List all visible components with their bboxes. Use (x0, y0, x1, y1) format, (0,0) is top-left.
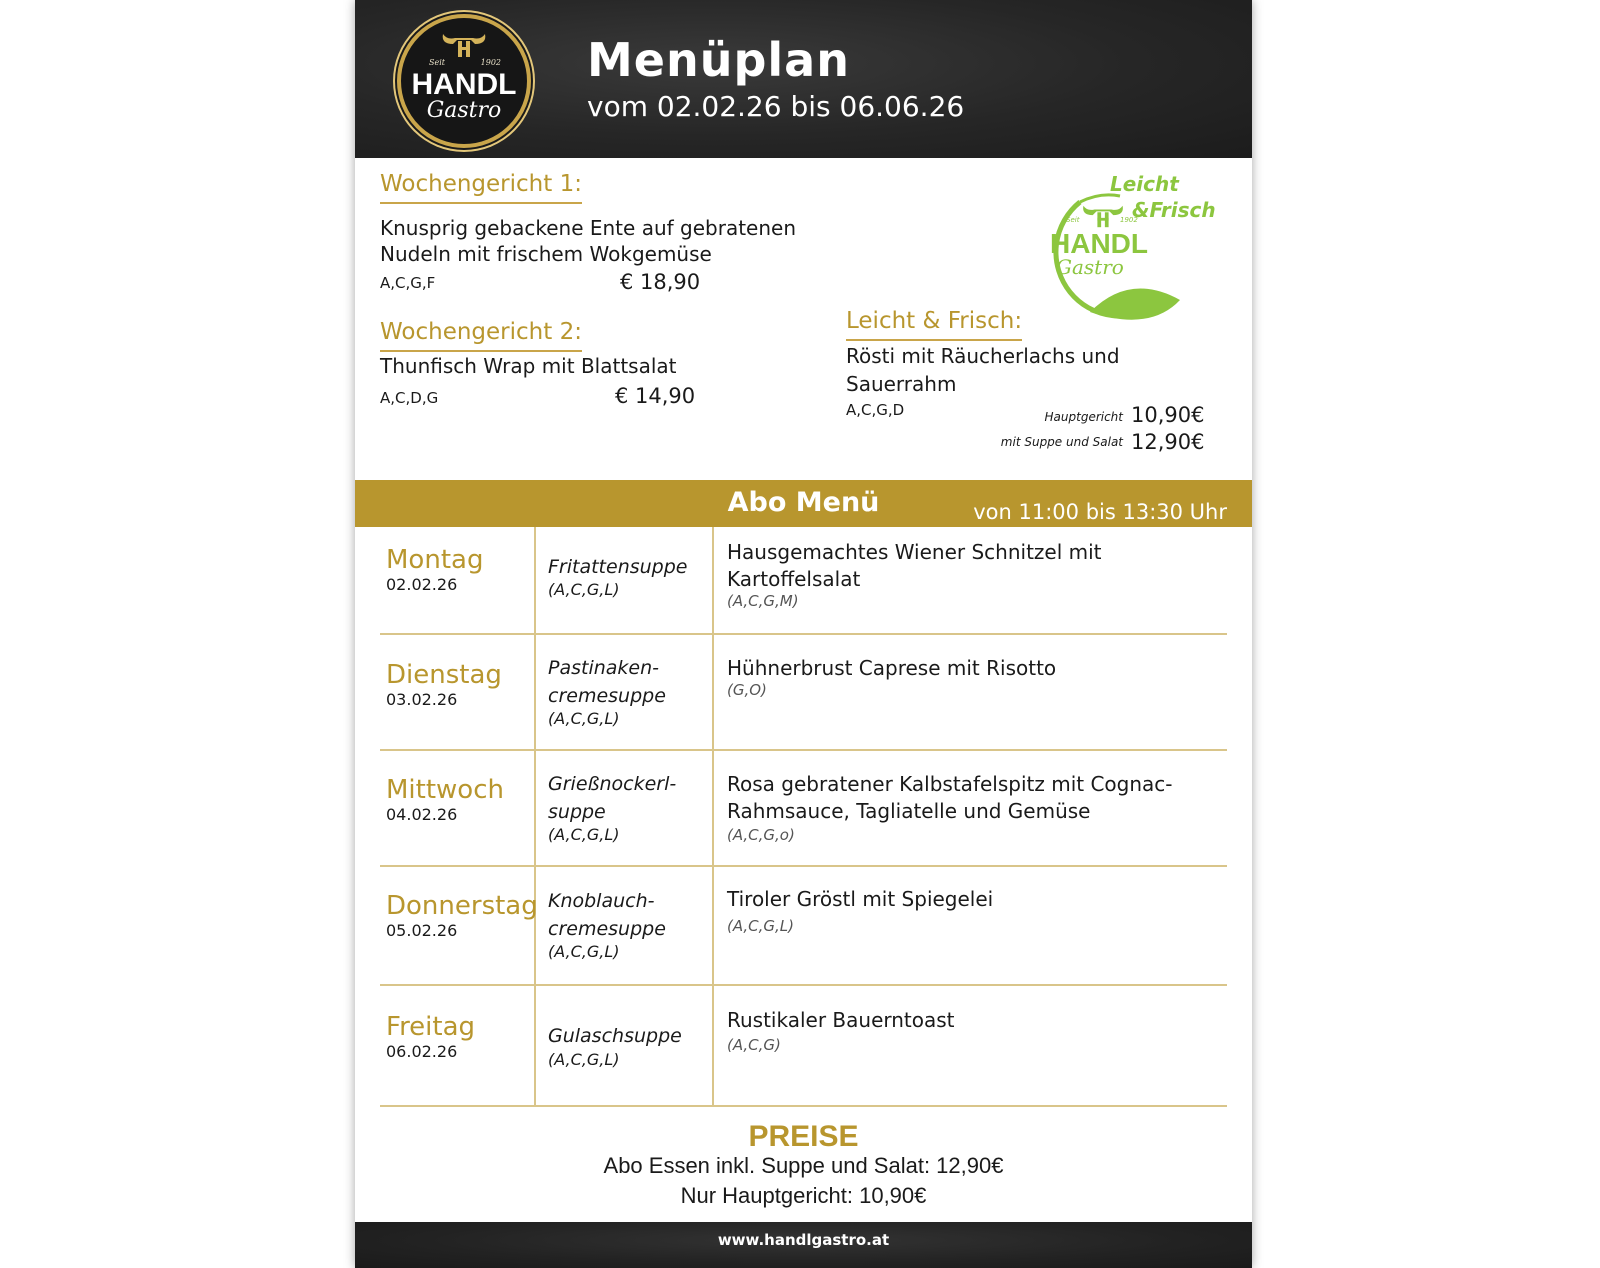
lf-dish-line2: Sauerrahm (846, 372, 957, 396)
leicht-frisch-logo (1020, 172, 1230, 332)
abo-menu-bar (355, 480, 1252, 527)
header-banner (355, 0, 1252, 158)
handl-gastro-logo (397, 14, 531, 148)
logo-brand-text: HANDL (411, 68, 517, 101)
page-subtitle: vom 02.02.26 bis 06.06.26 (587, 90, 965, 123)
lf-sub-text: Gastro (1056, 255, 1124, 279)
main-dish-line: Tiroler Gröstl mit Spiegelei (727, 887, 994, 911)
abo-menu-time: von 11:00 bis 13:30 Uhr (973, 500, 1227, 524)
soup-line: Grießnockerl- (548, 773, 677, 795)
soup-allergens: (A,C,G,L) (548, 1050, 620, 1069)
lf-price-combo: 12,90€ (1131, 430, 1205, 454)
weekly-1-heading: Wochengericht 1: (380, 170, 582, 204)
soup-allergens: (A,C,G,L) (548, 709, 620, 728)
day-date: 03.02.26 (386, 690, 458, 709)
logo-sub-text: Gastro (426, 98, 502, 123)
preise-line-2: Nur Hauptgericht: 10,90€ (680, 1183, 927, 1208)
row-divider (380, 865, 1227, 867)
preise-line-1: Abo Essen inkl. Suppe und Salat: 12,90€ (603, 1153, 1004, 1178)
soup-line: Gulaschsuppe (548, 1025, 682, 1047)
day-name: Montag (386, 545, 484, 575)
weekly-1-dish-line1: Knusprig gebackene Ente auf gebratenen (380, 216, 796, 240)
logo-seit-text: Seit (429, 58, 445, 67)
footer-banner (355, 1222, 1252, 1268)
weekly-2-allergens: A,C,D,G (380, 389, 439, 407)
day-date: 02.02.26 (386, 575, 458, 594)
main-allergens: (A,C,G) (727, 1036, 781, 1054)
main-dish-line: Rustikaler Bauerntoast (727, 1008, 955, 1032)
grid-divider-1 (534, 527, 536, 1106)
main-dish-line: Hausgemachtes Wiener Schnitzel mit (727, 540, 1102, 564)
row-divider (380, 633, 1227, 635)
day-date: 04.02.26 (386, 805, 458, 824)
soup-line: cremesuppe (548, 918, 666, 940)
main-allergens: (G,O) (727, 681, 767, 699)
weekly-2-heading: Wochengericht 2: (380, 318, 582, 352)
lf-brand-text: HANDL (1050, 228, 1148, 259)
day-name: Freitag (386, 1012, 476, 1042)
bull-icon (439, 30, 489, 60)
leicht-frisch-heading: Leicht & Frisch: (846, 307, 1022, 341)
soup-line: Pastinaken- (548, 657, 660, 679)
main-dish-line: Rahmsauce, Tagliatelle und Gemüse (727, 799, 1091, 823)
row-divider (380, 1105, 1227, 1107)
main-dish-line: Rosa gebratener Kalbstafelspitz mit Cognac- (727, 772, 1173, 796)
weekly-1-price: € 18,90 (620, 270, 701, 294)
main-allergens: (A,C,G,o) (727, 826, 795, 844)
lf-year-text: 1902 (1120, 216, 1138, 224)
lf-label-combo: mit Suppe und Salat (1000, 435, 1123, 449)
day-date: 06.02.26 (386, 1042, 458, 1061)
soup-allergens: (A,C,G,L) (548, 580, 620, 599)
abo-menu-title: Abo Menü (727, 487, 880, 518)
lf-price-main: 10,90€ (1131, 403, 1205, 427)
main-dish-line: Kartoffelsalat (727, 567, 861, 591)
preise-title: PREISE (748, 1120, 859, 1153)
soup-allergens: (A,C,G,L) (548, 942, 620, 961)
row-divider (380, 749, 1227, 751)
lf-dish-line1: Rösti mit Räucherlachs und (846, 344, 1120, 368)
day-name: Dienstag (386, 660, 502, 690)
lf-allergens: A,C,G,D (846, 401, 905, 419)
soup-line: Fritattensuppe (548, 556, 688, 578)
lf-label-main: Hauptgericht (1044, 410, 1123, 424)
day-name: Mittwoch (386, 775, 504, 805)
main-dish-line: Hühnerbrust Caprese mit Risotto (727, 656, 1057, 680)
lf-leicht-text: Leicht (1110, 172, 1179, 196)
lf-seit-text: Seit (1066, 216, 1080, 224)
day-date: 05.02.26 (386, 921, 458, 940)
weekly-2-price: € 14,90 (615, 384, 696, 408)
lf-frisch-text: &Frisch (1132, 198, 1216, 222)
soup-line: cremesuppe (548, 685, 666, 707)
main-allergens: (A,C,G,L) (727, 917, 795, 935)
soup-allergens: (A,C,G,L) (548, 825, 620, 844)
main-allergens: (A,C,G,M) (727, 592, 799, 610)
menu-sheet (355, 0, 1252, 1268)
soup-line: Knoblauch- (548, 890, 655, 912)
soup-line: suppe (548, 801, 606, 823)
page-title: Menüplan (587, 33, 850, 87)
weekly-2-dish-line1: Thunfisch Wrap mit Blattsalat (380, 354, 677, 378)
website-link[interactable]: www.handlgastro.at (717, 1231, 890, 1249)
row-divider (380, 984, 1227, 986)
weekly-1-dish-line2: Nudeln mit frischem Wokgemüse (380, 242, 712, 266)
grid-divider-2 (712, 527, 714, 1106)
weekly-1-allergens: A,C,G,F (380, 274, 436, 292)
day-name: Donnerstag (386, 891, 538, 921)
logo-year-text: 1902 (480, 58, 501, 67)
